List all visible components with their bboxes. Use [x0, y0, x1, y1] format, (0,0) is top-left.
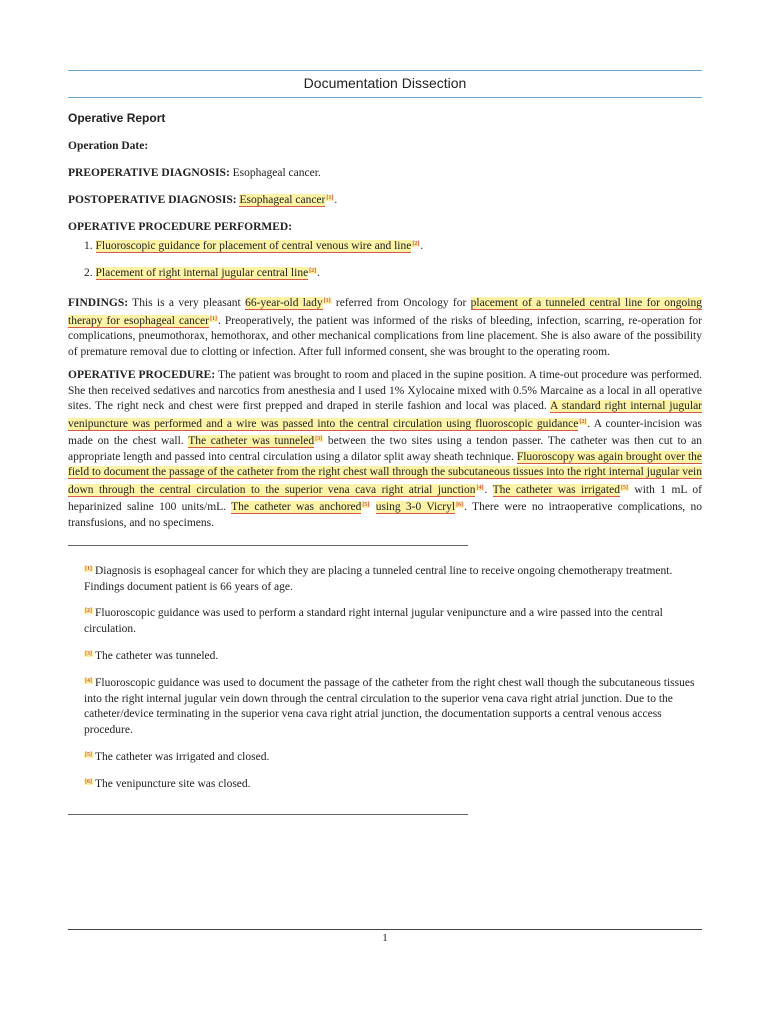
findings-paragraph [68, 294, 702, 360]
procedure-text[interactable]: Placement of right internal jugular central line [95, 267, 309, 279]
ref-marker[interactable]: [2] [309, 268, 317, 274]
procedure-number: 2. [84, 267, 93, 279]
ref-marker[interactable]: [2] [579, 418, 587, 425]
procedure-text: . There were no intraoperative complications, no transfusions, and no specimens. [68, 501, 702, 529]
operation-date-label: Operation Date: [68, 140, 149, 152]
footnote-number: [6] [85, 779, 92, 785]
procedure-text: with 1 mL of heparinized saline 100 units/mL. [68, 483, 702, 513]
ref-marker[interactable]: [2] [412, 241, 420, 247]
procedure-paragraph [68, 368, 702, 531]
footnote-separator [68, 545, 468, 546]
highlight[interactable]: placement of a tunneled central line for ongoing therapy for esophageal cancer [68, 297, 703, 327]
document-page [68, 0, 702, 1024]
postop-value[interactable]: Esophageal cancer [239, 194, 326, 206]
findings-text: This is a very pleasant [128, 297, 246, 309]
ref-marker[interactable]: [1] [326, 195, 334, 201]
highlight[interactable]: The catheter was anchored [231, 501, 362, 513]
footnote-text: Fluoroscopic guidance was used to perform a standard right internal jugular venipuncture and a wire passed into the central circulation. [84, 607, 663, 635]
report-title: Operative Report [68, 111, 166, 125]
findings-label: FINDINGS: [68, 297, 129, 309]
footnote-number: [2] [85, 608, 92, 614]
highlight[interactable]: using 3-0 Vicryl [375, 501, 456, 513]
footnote [84, 604, 702, 637]
highlight[interactable]: Fluoroscopy was again brought over the field to document the passage of the catheter from the right chest wall through the subcutaneous tissues into the right internal jugular vein down through the central circulation to the superior vena cava right atrial junction [68, 450, 703, 496]
footnote-number: [3] [85, 651, 92, 657]
footer-rule [68, 929, 702, 930]
highlight[interactable]: The catheter was irrigated [492, 483, 620, 496]
procedure-performed-label: OPERATIVE PROCEDURE PERFORMED: [68, 221, 293, 233]
procedure-label: OPERATIVE PROCEDURE: [68, 369, 216, 381]
ref-marker[interactable]: [5] [362, 502, 370, 508]
procedure-text: . A counter-incision was made on the chest wall. [68, 417, 702, 447]
footnote [84, 674, 702, 738]
procedure-item: 1. Fluoroscopic guidance for placement of central venous wire and line[2]. [84, 240, 424, 252]
footnote [84, 775, 702, 793]
preop-diagnosis [68, 167, 321, 179]
page-number: 1 [382, 932, 388, 944]
footnote [84, 562, 702, 595]
footnote-end-separator [68, 814, 468, 815]
findings-text: . Preoperatively, the patient was informed of the risks of bleeding, infection, scarring, re-operation for complications, pneumothorax, hemothorax, and other mechanical complications from line placement. She is also aware of the possibility of premature removal due to clotting or infection. After full informed consent, she was brought to the operating room. [68, 314, 702, 358]
procedure-text: The patient was brought to room and placed in the supine position. A time-out procedure was performed. She then received sedatives and narcotics from anesthesia and I used 1% Xylocaine mixed with 0.5% Marcaine as a local in all operative sites. The right neck and chest were first prepped and draped in sterile fashion and local was placed. [68, 369, 702, 412]
findings-text: referred from Oncology for [331, 297, 471, 309]
footnote-text: Fluoroscopic guidance was used to document the passage of the catheter from the right chest wall though the subcutaneous tissues into the right internal jugular vein down through the central circulation to the superior vena cava right atrial junction. Due to the catheter/device terminating in the superior vena cava right atrial junction, the documentation supports a central venous access procedure. [84, 677, 695, 736]
preop-value: Esophageal cancer. [229, 167, 321, 179]
ref-marker[interactable]: [5] [620, 484, 628, 491]
highlight[interactable]: A standard right internal jugular venipuncture was performed and a wire was passed into the central circulation using fluoroscopic guidance [68, 400, 703, 430]
procedure-text [370, 501, 375, 513]
footnote-text: The catheter was irrigated and closed. [95, 751, 270, 763]
footnote-number: [5] [85, 752, 92, 758]
preop-label: PREOPERATIVE DIAGNOSIS: [68, 167, 230, 179]
postop-label: POSTOPERATIVE DIAGNOSIS: [68, 194, 237, 206]
ref-marker[interactable]: [6] [456, 502, 464, 508]
postop-diagnosis: POSTOPERATIVE DIAGNOSIS: Esophageal cancer[1]. [68, 194, 338, 206]
document-title: Documentation Dissection [68, 70, 702, 98]
footnote-number: [4] [85, 678, 92, 684]
footnote-number: [1] [85, 566, 92, 572]
procedure-text[interactable]: Fluoroscopic guidance for placement of central venous wire and line [95, 240, 412, 252]
procedure-item: 2. Placement of right internal jugular central line[2]. [84, 267, 321, 279]
footnote-text: Diagnosis is esophageal cancer for which they are placing a tunneled central line to receive ongoing chemotherapy treatment. Findings document patient is 66 years of age. [84, 565, 673, 593]
ref-marker[interactable]: [1] [323, 298, 331, 304]
procedure-number: 1. [84, 240, 93, 252]
highlight[interactable]: 66-year-old lady [245, 297, 323, 309]
footnote-text: The catheter was tunneled. [95, 650, 219, 662]
procedure-text: . [484, 483, 493, 496]
ref-marker[interactable]: [4] [476, 484, 484, 491]
footnote-text: The venipuncture site was closed. [95, 778, 251, 790]
footnote [84, 647, 702, 665]
footnote [84, 748, 702, 766]
highlight[interactable]: The catheter was tunneled [188, 435, 315, 447]
ref-marker[interactable]: [3] [315, 436, 323, 442]
procedure-text: between the two sites using a tendon passer. The catheter was then cut to an appropriate length and passed into central circulation using a dilator split away sheath technique. [68, 435, 702, 463]
ref-marker[interactable]: [1] [209, 315, 217, 322]
